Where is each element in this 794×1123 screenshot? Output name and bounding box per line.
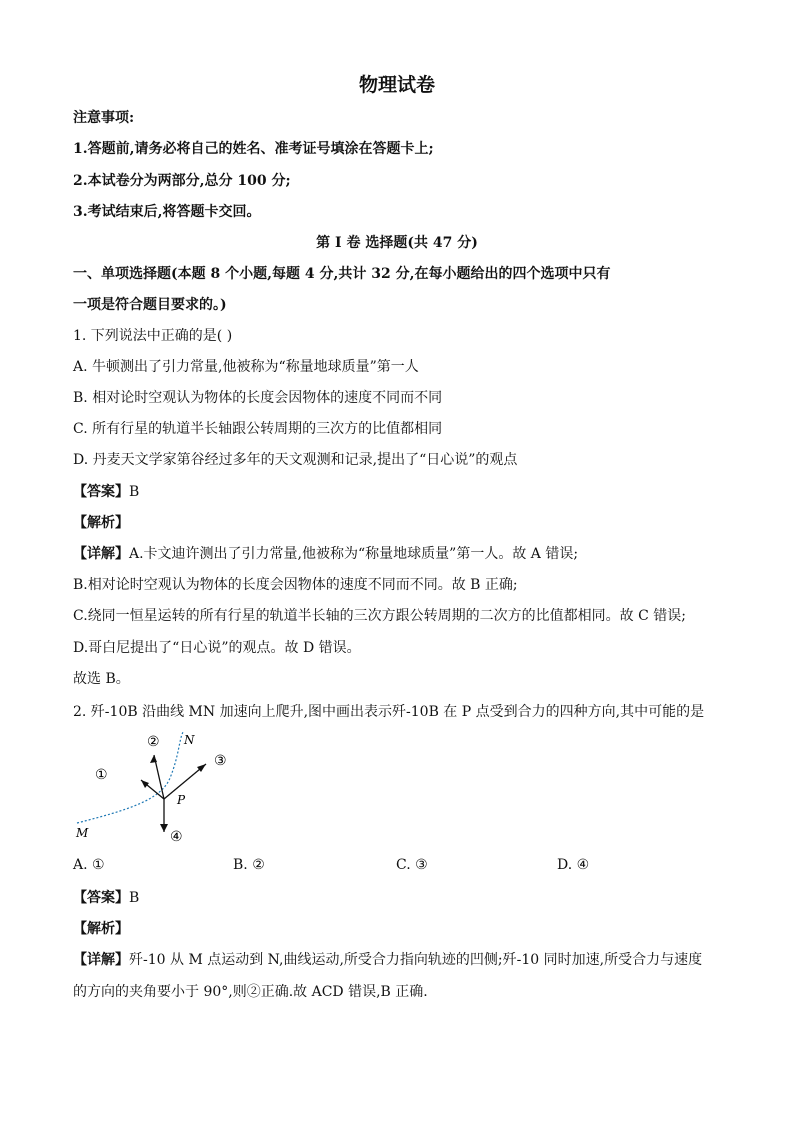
question-1-option-b: B. 相对论时空观认为物体的长度会因物体的速度不同而不同: [73, 390, 443, 406]
question-2-stem: 2. 歼-10B 沿曲线 MN 加速向上爬升,图中画出表示歼-10B 在 P 点受到合力的四种方向,其中可能的是: [73, 704, 705, 720]
notes-item: 1.答题前,请务必将自己的姓名、准考证号填涂在答题卡上;: [73, 141, 434, 157]
answer-value: B: [129, 484, 140, 500]
answer-value: B: [129, 890, 140, 906]
question-2-option-a: A. ①: [73, 857, 105, 873]
question-1-option-a: A. 牛顿测出了引力常量,他被称为“称量地球质量”第一人: [73, 359, 419, 375]
question-1-detail-line: B.相对论时空观认为物体的长度会因物体的速度不同而不同。故 B 正确;: [73, 577, 518, 593]
answer-tag: 【答案】: [73, 890, 129, 906]
arrow-2-label: ②: [147, 734, 160, 750]
question-2-detail: [73, 950, 702, 970]
question-2-option-b: B. ②: [233, 857, 265, 873]
detail-text: A.卡文迪许测出了引力常量,他被称为“称量地球质量”第一人。故 A 错误;: [129, 546, 579, 562]
question-1-detail: [73, 544, 578, 564]
notes-item: 2.本试卷分为两部分,总分 100 分;: [73, 173, 291, 189]
detail-text: 歼-10 从 M 点运动到 N,曲线运动,所受合力指向轨迹的凹侧;歼-10 同时加速,所受合力与速度: [129, 952, 703, 968]
section-title: 第 I 卷 选择题(共 47 分): [316, 235, 478, 251]
detail-tag: 【详解】: [73, 952, 129, 968]
arrow-1-label: ①: [95, 767, 108, 783]
force-direction-diagram: [73, 728, 227, 846]
question-1-answer: [73, 482, 139, 502]
notes-item: 3.考试结束后,将答题卡交回。: [73, 204, 261, 220]
arrowhead-2: [150, 755, 157, 763]
arrow-3-label: ③: [214, 753, 227, 769]
curve-start-label: M: [76, 826, 89, 840]
question-2-option-d: D. ④: [557, 857, 590, 873]
arrow-4-label: ④: [170, 829, 183, 845]
arrowhead-4: [160, 824, 168, 832]
question-1-conclusion: 故选 B。: [73, 671, 130, 687]
question-2-option-c: C. ③: [396, 857, 428, 873]
question-2-analysis-tag: 【解析】: [73, 921, 129, 937]
point-label: P: [177, 793, 186, 807]
question-1-option-c: C. 所有行星的轨道半长轴跟公转周期的三次方的比值都相同: [73, 421, 443, 437]
question-1-analysis-tag: 【解析】: [73, 515, 129, 531]
question-1-stem: 1. 下列说法中正确的是( ): [73, 328, 233, 344]
part-heading: 一、单项选择题(本题 8 个小题,每题 4 分,共计 32 分,在每小题给出的四个选项中只有: [73, 266, 611, 282]
question-2-answer: [73, 888, 139, 908]
arrowhead-1: [141, 780, 149, 788]
notes-heading: 注意事项:: [73, 110, 135, 126]
question-1-detail-line: D.哥白尼提出了“日心说”的观点。故 D 错误。: [73, 640, 361, 656]
part-heading-continued: 一项是符合题目要求的。): [73, 297, 227, 313]
answer-tag: 【答案】: [73, 484, 129, 500]
question-1-detail-line: C.绕同一恒星运转的所有行星的轨道半长轴的三次方跟公转周期的二次方的比值都相同。故 C 错误;: [73, 608, 686, 624]
detail-tag: 【详解】: [73, 546, 129, 562]
question-1-option-d: D. 丹麦天文学家第谷经过多年的天文观测和记录,提出了“日心说”的观点: [73, 452, 518, 468]
question-2-detail-line: 的方向的夹角要小于 90°,则②正确.故 ACD 错误,B 正确.: [73, 984, 428, 1000]
trajectory-curve: [77, 732, 183, 823]
page-title: 物理试卷: [358, 74, 435, 96]
curve-end-label: N: [184, 733, 195, 747]
